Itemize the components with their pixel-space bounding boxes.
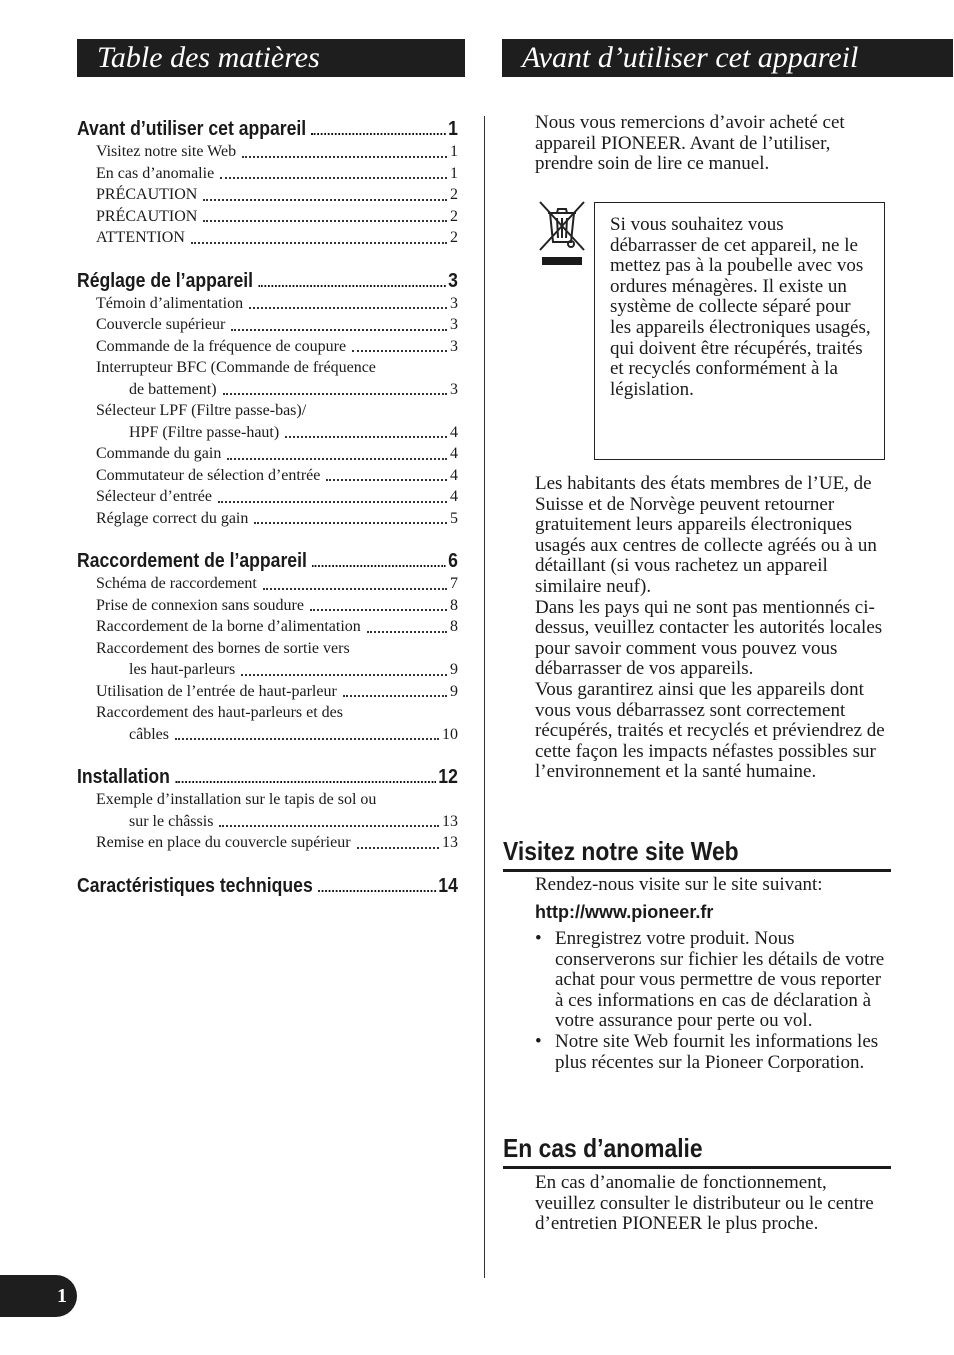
toc-entry	[77, 227, 458, 249]
intro-paragraph: Nous vous remercions d’avoir acheté cet appareil PIONEER. Avant de l’utiliser, prendre soin de lire ce manuel.	[535, 112, 845, 175]
toc-entry	[77, 508, 458, 530]
toc-entry-text: Commande de la fréquence de coupure	[96, 337, 347, 355]
toc-heading-page: 6	[448, 550, 458, 572]
toc-section-heading	[77, 111, 458, 141]
toc-header: Table des matières	[77, 39, 465, 77]
toc-entry	[77, 314, 458, 336]
toc-entry-continued	[77, 379, 458, 401]
anomaly-section-title	[503, 1131, 891, 1169]
toc-entry	[77, 184, 458, 206]
toc-entry-text: En cas d’anomalie	[96, 164, 215, 182]
toc-entry-text: les haut-parleurs	[129, 661, 236, 678]
toc-entry-page: 2	[450, 186, 458, 203]
toc-section	[77, 263, 458, 530]
toc-leader-dots	[263, 588, 447, 590]
toc-entry-page: 10	[442, 725, 458, 743]
toc-entry-text: ATTENTION	[96, 229, 185, 246]
toc-entry-text: sur le châssis	[129, 812, 214, 830]
toc-entry-text: Visitez notre site Web	[96, 143, 237, 160]
toc-leader-dots	[285, 436, 447, 438]
toc-entry-page: 3	[450, 316, 458, 333]
toc-section-heading	[77, 543, 458, 573]
eu-paragraph: Les habitants des états membres de l’UE, de Suisse et de Norvège peuvent retourner gratuitement leurs appareils électroniques usagés aux centres de collecte agréés ou à un détaillant (si vous rachetez un appareil similaire neuf).	[535, 473, 877, 597]
toc-section	[77, 759, 458, 854]
toc-leader-dots	[241, 674, 447, 676]
toc-heading-page: 3	[448, 269, 458, 292]
toc-entry-text: Exemple d’installation sur le tapis de sol ou	[96, 791, 377, 808]
toc-leader-dots	[231, 329, 447, 331]
toc-entry	[77, 681, 458, 703]
toc-entry	[77, 400, 458, 422]
toc-entry	[77, 206, 458, 228]
toc-leader-dots	[191, 242, 447, 244]
eu-paragraph: Dans les pays qui ne sont pas mentionnés ci-dessus, veuillez contacter les autorités locales pour savoir comment vous pouvez vous débarrasser de vos appareils.	[535, 596, 883, 680]
toc-heading-title: Installation	[77, 766, 170, 788]
toc-entry-text: Témoin d’alimentation	[96, 294, 244, 312]
toc-entry-page: 2	[450, 229, 458, 246]
toc-leader-dots	[343, 695, 447, 697]
website-bullet-list	[535, 929, 887, 1073]
toc-leader-dots	[254, 522, 447, 524]
toc-leader-dots	[367, 631, 447, 633]
toc-leader-dots	[175, 738, 439, 740]
toc-leader-dots	[357, 847, 439, 849]
toc-leader-dots	[318, 890, 436, 892]
toc-entry	[77, 357, 458, 379]
toc-section-heading	[77, 759, 458, 789]
toc-entry-text: Réglage correct du gain	[96, 509, 249, 527]
toc-leader-dots	[175, 781, 435, 783]
toc-entry	[77, 141, 458, 163]
toc-entry-page: 3	[450, 337, 458, 355]
toc-entry-text: Commutateur de sélection d’entrée	[96, 466, 321, 484]
website-lead: Rendez-nous visite sur le site suivant:	[535, 874, 823, 895]
toc-section	[77, 543, 458, 745]
weee-notice-box: Si vous souhaitez vous débarrasser de cet appareil, ne le mettez pas à la poubelle avec vos ordures ménagères. Il existe un système de collecte séparé pour les appareils électroniques usagés, qui doivent être récupérés, traités et recyclés conformément à la législation.	[594, 202, 885, 460]
toc-leader-dots	[310, 609, 447, 611]
table-of-contents	[77, 111, 458, 912]
toc-heading-title: Raccordement de l’appareil	[77, 550, 307, 572]
toc-entry-continued	[77, 724, 458, 746]
toc-entry-text: Raccordement des haut-parleurs et des	[96, 704, 344, 721]
eu-paragraph: Vous garantirez ainsi que les appareils dont vous vous débarrassez sont correctement récupérés, traités et recyclés et préviendrez de cette façon les impacts néfastes possibles sur l’environnement et la santé humaine.	[535, 678, 885, 783]
toc-entry-page: 5	[450, 509, 458, 527]
toc-leader-dots	[220, 177, 447, 179]
toc-entry	[77, 465, 458, 487]
toc-leader-dots	[258, 285, 445, 287]
section-header: Avant d’utiliser cet appareil	[502, 39, 953, 77]
toc-leader-dots	[326, 479, 447, 481]
toc-entry-text: Couvercle supérieur	[96, 316, 226, 333]
toc-leader-dots	[311, 133, 445, 135]
toc-entry-page: 8	[450, 596, 458, 614]
toc-entry-page: 9	[450, 661, 458, 678]
toc-entry-text: PRÉCAUTION	[96, 186, 198, 203]
toc-entry	[77, 595, 458, 617]
toc-entry-continued	[77, 422, 458, 444]
toc-leader-dots	[218, 501, 447, 503]
list-item: • Enregistrez votre produit. Nous conserverons sur fichier les détails de votre achat pour vous permettre de vous reporter à ces informations en cas de déclaration à votre assurance pour perte ou vol.	[535, 929, 887, 1032]
toc-heading-title: Réglage de l’appareil	[77, 269, 254, 292]
toc-entry-page: 2	[450, 207, 458, 225]
toc-entry-page: 7	[450, 575, 458, 592]
anomaly-section-title-text: En cas d’anomalie	[503, 1133, 703, 1163]
toc-entry-text: Remise en place du couvercle supérieur	[96, 834, 351, 851]
toc-entry-page: 1	[450, 164, 458, 182]
toc-entry	[77, 573, 458, 595]
toc-entry-text: Prise de connexion sans soudure	[96, 596, 304, 614]
toc-entry	[77, 163, 458, 185]
toc-entry-page: 3	[450, 294, 458, 312]
toc-leader-dots	[242, 156, 447, 158]
toc-entry-text: HPF (Filtre passe-haut)	[129, 423, 280, 441]
toc-section	[77, 111, 458, 249]
toc-entry-continued	[77, 659, 458, 681]
toc-leader-dots	[352, 350, 447, 352]
website-section-title-text: Visitez notre site Web	[503, 836, 739, 866]
toc-heading-page: 14	[438, 874, 458, 897]
toc-entry-text: câbles	[129, 725, 169, 743]
toc-leader-dots	[223, 393, 447, 395]
toc-entry-page: 4	[450, 445, 458, 462]
toc-leader-dots	[219, 825, 439, 827]
toc-entry-page: 3	[450, 380, 458, 398]
toc-entry	[77, 443, 458, 465]
toc-entry-text: Interrupteur BFC (Commande de fréquence	[96, 359, 376, 376]
toc-entry-page: 4	[450, 488, 458, 505]
toc-entry-text: de battement)	[129, 380, 217, 398]
website-section-title	[503, 834, 891, 872]
toc-heading-title: Avant d’utiliser cet appareil	[77, 118, 307, 140]
column-divider	[484, 116, 485, 1278]
toc-section	[77, 868, 458, 898]
website-link[interactable]: http://www.pioneer.fr	[535, 902, 714, 922]
toc-entry-text: Sélecteur d’entrée	[96, 488, 212, 505]
toc-entry	[77, 702, 458, 724]
toc-heading-title: Caractéristiques techniques	[77, 874, 313, 897]
toc-leader-dots	[312, 565, 445, 567]
toc-entry	[77, 638, 458, 660]
toc-heading-page: 12	[438, 766, 458, 788]
toc-entry-text: Schéma de raccordement	[96, 575, 257, 592]
toc-entry	[77, 832, 458, 854]
toc-entry-page: 9	[450, 682, 458, 700]
toc-entry-page: 13	[442, 812, 458, 830]
toc-leader-dots	[203, 220, 447, 222]
toc-entry-text: Sélecteur LPF (Filtre passe-bas)/	[96, 402, 307, 419]
toc-entry-text: Raccordement de la borne d’alimentation	[96, 618, 361, 635]
eu-disposal-text	[535, 474, 887, 783]
toc-leader-dots	[227, 458, 447, 460]
toc-entry-page: 13	[442, 834, 458, 851]
crossed-out-wheelie-bin-icon	[536, 200, 588, 266]
toc-leader-dots	[249, 307, 447, 309]
toc-entry-text: Raccordement des bornes de sortie vers	[96, 639, 350, 657]
toc-entry-page: 4	[450, 423, 458, 441]
toc-entry-continued	[77, 811, 458, 833]
toc-entry-page: 4	[450, 466, 458, 484]
toc-entry-text: Utilisation de l’entrée de haut-parleur	[96, 682, 337, 700]
toc-entry	[77, 486, 458, 508]
page-number-tab: 1	[0, 1275, 77, 1317]
toc-heading-page: 1	[448, 118, 458, 140]
toc-leader-dots	[203, 199, 447, 201]
toc-entry	[77, 616, 458, 638]
toc-entry-text: PRÉCAUTION	[96, 207, 198, 225]
toc-entry-page: 1	[450, 143, 458, 160]
toc-entry	[77, 336, 458, 358]
toc-entry-page: 8	[450, 618, 458, 635]
toc-entry-text: Commande du gain	[96, 445, 222, 462]
list-item: • Notre site Web fournit les informations les plus récentes sur la Pioneer Corporation.	[535, 1032, 887, 1073]
anomaly-text: En cas d’anomalie de fonctionnement, veuillez consulter le distributeur ou le centre d’entretien PIONEER le plus proche.	[535, 1172, 874, 1235]
toc-section-heading	[77, 263, 458, 293]
toc-section-heading	[77, 868, 458, 898]
toc-entry	[77, 293, 458, 315]
toc-entry	[77, 789, 458, 811]
